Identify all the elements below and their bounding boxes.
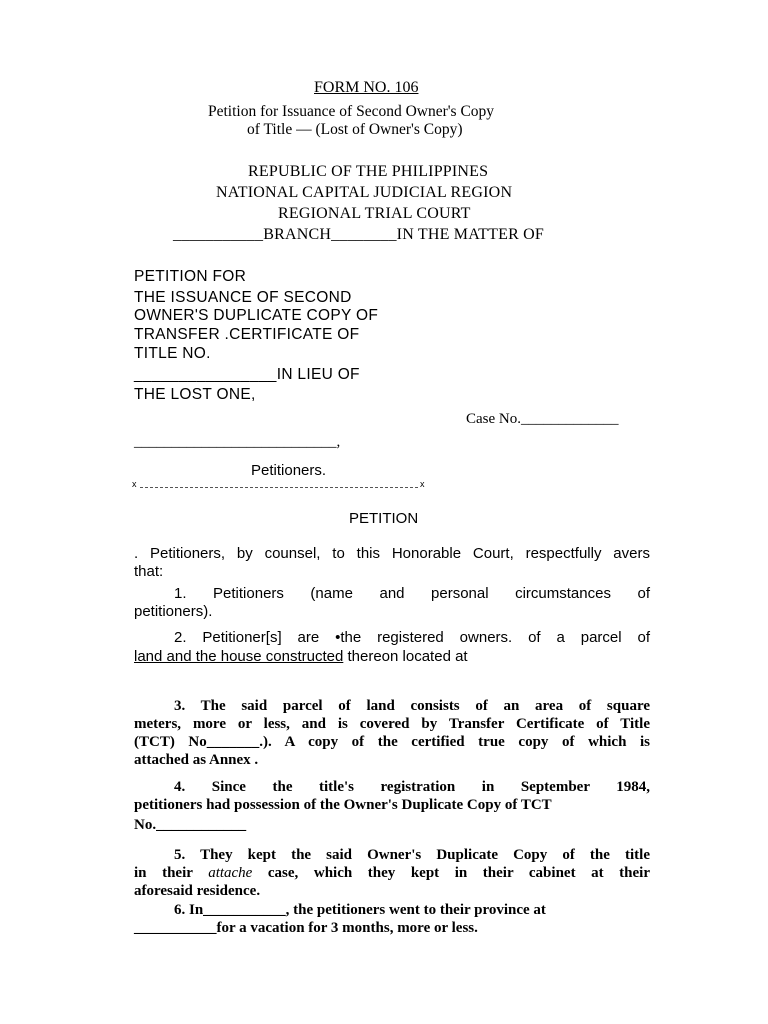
caption-line2: THE ISSUANCE OF SECOND [134, 289, 352, 306]
caption-line7: THE LOST ONE, [134, 386, 256, 403]
caption-line4: TRANSFER .CERTIFICATE OF [134, 326, 360, 343]
court-branch-line: ___________BRANCH________IN THE MATTER OF [173, 226, 545, 243]
petitioner-name-blank: ___________________________, [134, 434, 341, 450]
caption-line3: OWNER'S DUPLICATE COPY OF [134, 307, 379, 324]
para6-line1: 6. In___________, the petitioners went to their province at [174, 902, 546, 918]
para2-rest-text: thereon located at [343, 648, 468, 665]
case-number: Case No._____________ [466, 411, 619, 427]
para4-line2: petitioners had possession of the Owner's Duplicate Copy of TCT [134, 797, 552, 813]
para5-text-c: case, which they kept in their cabinet at their [252, 865, 650, 881]
court-republic: REPUBLIC OF THE PHILIPPINES [248, 163, 489, 180]
court-rtc: REGIONAL TRIAL COURT [278, 205, 471, 222]
divider-right-mark: x [420, 479, 425, 489]
court-region: NATIONAL CAPITAL JUDICIAL REGION [216, 184, 513, 201]
para4-line1: 4. Since the title's registration in September 1984, [174, 779, 650, 795]
para2-underlined-text: land and the house constructed [134, 648, 344, 665]
para5-line1: 5. They kept the said Owner's Duplicate Copy of the title [174, 847, 650, 863]
intro-line2: that: [134, 563, 164, 580]
form-title: FORM NO. 106 [314, 79, 419, 96]
para2-line1: 2. Petitioner[s] are •the registered owners. of a parcel of [174, 629, 650, 646]
para1-line2: petitioners). [134, 603, 213, 620]
para3-line1: 3. The said parcel of land consists of an area of square [174, 698, 650, 714]
caption-divider [132, 479, 426, 493]
form-subtitle-line2: of Title — (Lost of Owner's Copy) [247, 121, 463, 138]
caption-line1: PETITION FOR [134, 268, 247, 285]
para5-italic-word: attache [208, 865, 253, 881]
para2-line2 [134, 648, 650, 666]
caption-line6: ________________IN LIEU OF [134, 366, 360, 383]
para5-line2 [134, 864, 650, 882]
para3-line4: attached as Annex . [134, 752, 259, 768]
divider-line [140, 487, 418, 488]
para4-line3: No.____________ [134, 817, 247, 833]
para5-text-a: in their [134, 865, 209, 881]
para3-line2: meters, more or less, and is covered by Transfer Certificate of Title [134, 716, 650, 732]
caption-line5: TITLE NO. [134, 345, 211, 362]
para6-line2: ___________for a vacation for 3 months, more or less. [134, 920, 478, 936]
divider-left-mark: x [132, 479, 137, 489]
para1-line1: 1. Petitioners (name and personal circumstances of [174, 585, 650, 602]
form-subtitle-line1: Petition for Issuance of Second Owner's Copy [208, 103, 495, 120]
petitioners-label: Petitioners. [251, 462, 327, 479]
para5-line3: aforesaid residence. [134, 883, 261, 899]
para3-line3: (TCT) No_______.). A copy of the certified true copy of which is [134, 734, 650, 750]
petition-heading: PETITION [349, 510, 419, 527]
intro-line1: . Petitioners, by counsel, to this Honorable Court, respectfully avers [134, 545, 650, 562]
